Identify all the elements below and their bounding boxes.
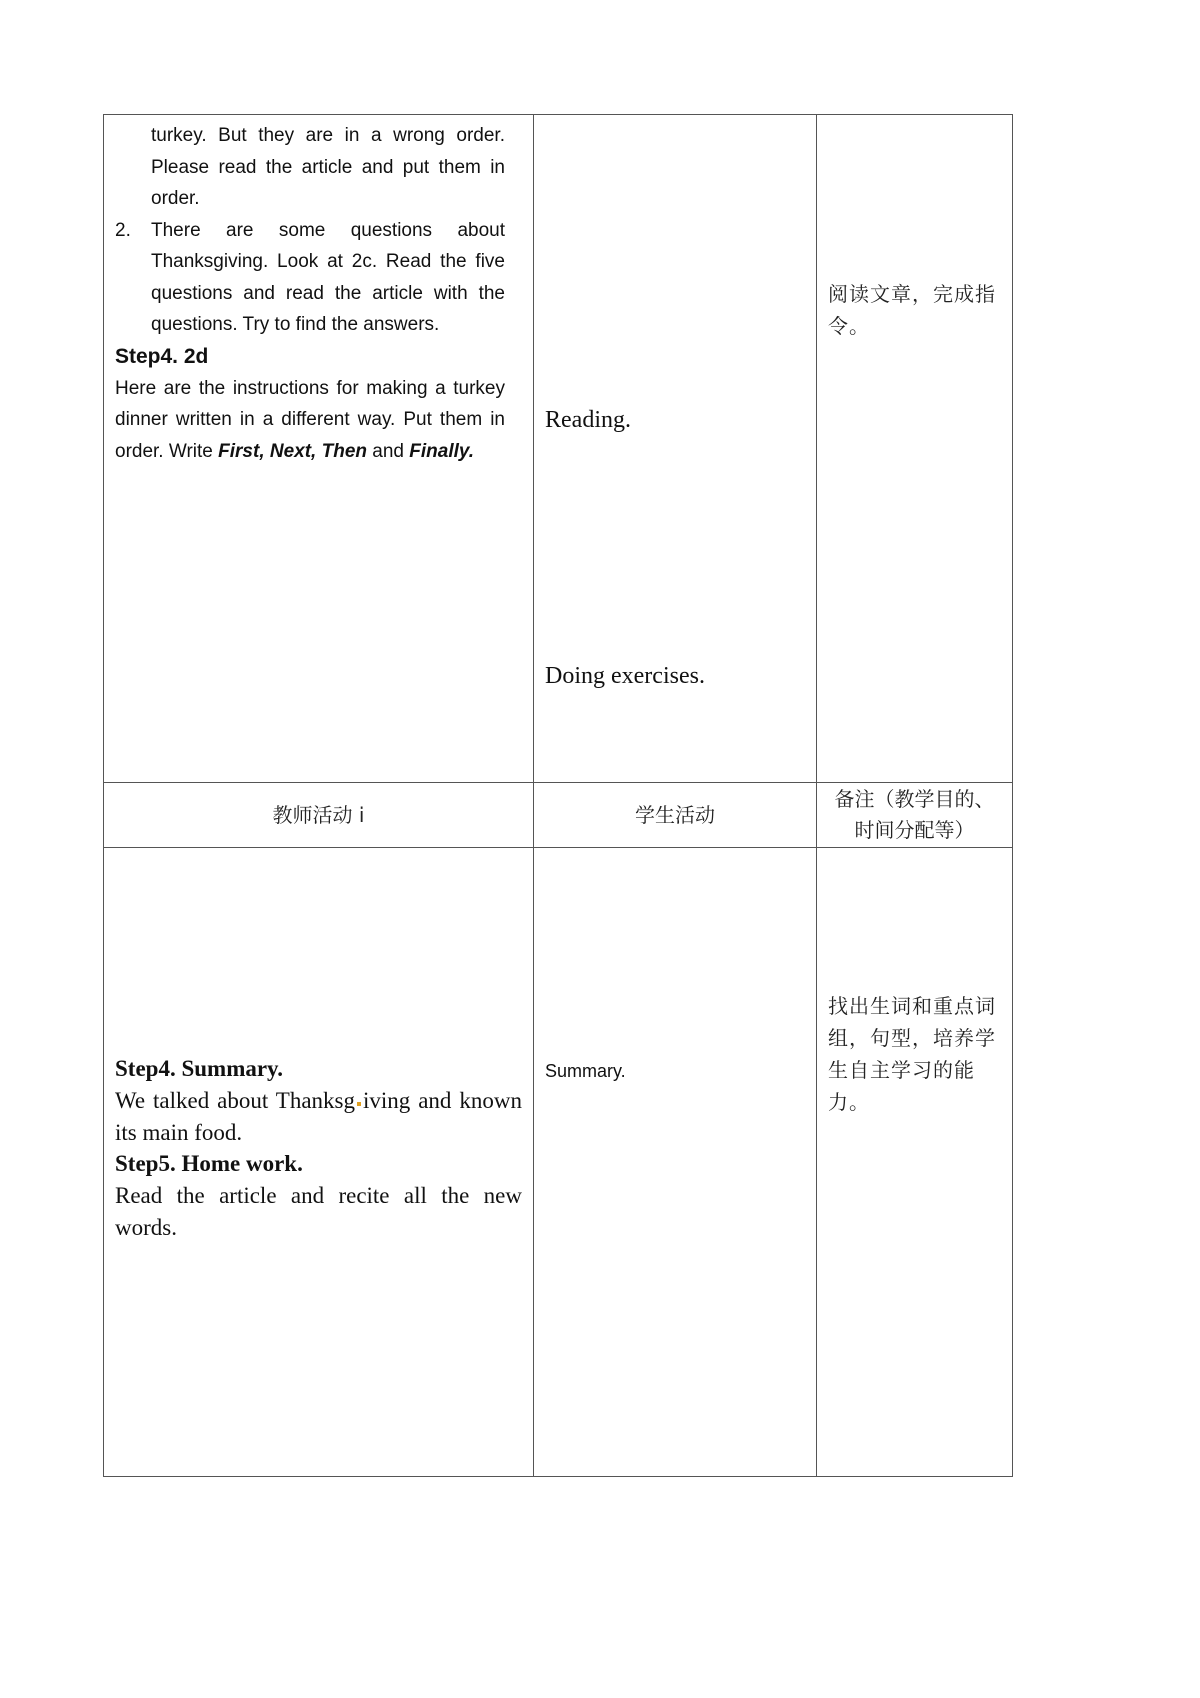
summary-text: We talked about Thanksg iving and known its main food. [115, 1088, 522, 1145]
student-activity-summary: Summary. [545, 1061, 626, 1081]
note-reading-purpose: 阅读文章，完成指令。 [828, 282, 996, 338]
row2-student-cell [533, 847, 817, 1477]
summary-heading: Step4. Summary. [115, 1056, 284, 1081]
finally-keyword: Finally. [409, 440, 475, 462]
sequence-keywords: First, Next, Then [218, 440, 367, 462]
step4-2d-instructions: Here are the instructions for making a turkey dinner written in a different way. Put them in order. Write First, Next, Then and Finally. [115, 377, 505, 462]
header-notes: 备注（教学目的、时间分配等） [816, 782, 1013, 848]
student-activity-reading: Reading. [545, 407, 631, 433]
row1-note-cell [816, 114, 1013, 783]
item1-continuation: turkey. But they are in a wrong order. Please read the article and put them in order. [151, 125, 505, 209]
row2-teacher-cell [103, 847, 534, 1477]
step4-2d-heading: Step4. 2d [115, 344, 209, 368]
list-item-2 [115, 215, 505, 341]
homework-text: Read the article and recite all the new words. [115, 1183, 522, 1240]
homework-heading: Step5. Home work. [115, 1151, 303, 1176]
header-student-activity: 学生活动 [533, 782, 817, 848]
lesson-plan-table [103, 114, 1007, 1470]
item2-number: 2. [115, 219, 131, 241]
marker-dot [357, 1102, 361, 1106]
student-activity-exercises: Doing exercises. [545, 663, 705, 689]
header-teacher-activity: 教师活动 i [103, 782, 534, 848]
note-learning-purpose: 找出生词和重点词组，句型，培养学生自主学习的能力。 [828, 994, 996, 1114]
item2-text: There are some questions about Thanksgiving. Look at 2c. Read the five questions and read the article with the questions. Try to find the answers. [151, 219, 505, 335]
row2-note-cell [816, 847, 1013, 1477]
row1-teacher-cell [103, 114, 534, 783]
row1-student-cell [533, 114, 817, 783]
